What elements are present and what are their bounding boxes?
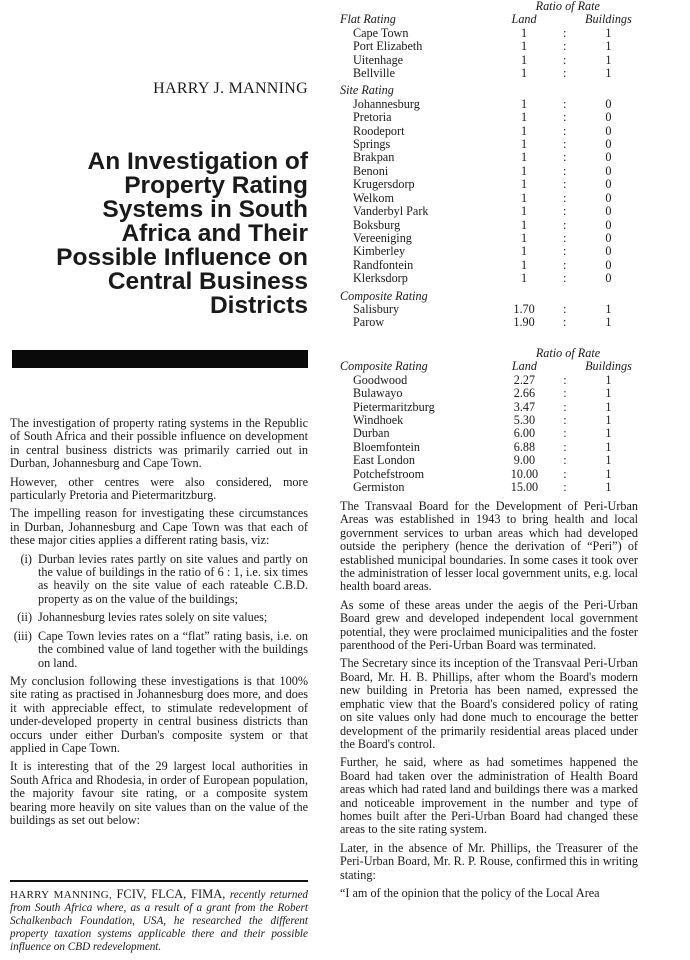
column-header-buildings: Buildings [585, 359, 632, 374]
land-ratio: 1 [521, 271, 528, 286]
table-row [340, 481, 638, 494]
table-row [340, 165, 638, 178]
ratio-separator: : [563, 39, 567, 54]
table-row [340, 67, 638, 80]
category-row [340, 84, 638, 97]
title-line: Property Rating [124, 172, 308, 199]
ratio-separator: : [563, 271, 567, 286]
header-spacer [340, 0, 498, 13]
title-line: Possible Influence on [56, 244, 308, 271]
land-ratio: 1 [521, 163, 528, 178]
land-ratio: 15.00 [510, 480, 539, 495]
buildings-ratio: 1 [605, 480, 612, 495]
authority-name: Pietermaritzburg [353, 399, 435, 414]
table-row [340, 414, 638, 427]
title-line: An Investigation of [87, 148, 308, 175]
table-header-row [340, 347, 638, 360]
table-row [340, 245, 638, 258]
buildings-ratio: 0 [605, 204, 612, 219]
table-row [340, 316, 638, 329]
land-ratio: 1 [521, 177, 528, 192]
buildings-ratio: 1 [605, 386, 612, 401]
table-row [340, 468, 638, 481]
table-row [340, 138, 638, 151]
authority-name: East London [353, 453, 415, 468]
authority-name: Kimberley [353, 244, 406, 259]
authority-name: Durban [353, 426, 390, 441]
land-ratio: 1 [521, 123, 528, 138]
land-ratio: 1 [521, 230, 528, 245]
footnote-credentials: FCIV, FLCA, FIMA, [116, 887, 226, 901]
table-row [340, 259, 638, 272]
authority-name: Brakpan [353, 150, 395, 165]
ratio-separator: : [563, 439, 567, 454]
ratio-separator: : [563, 386, 567, 401]
list-number: (i) [20, 551, 32, 566]
buildings-ratio: 1 [605, 52, 612, 67]
buildings-ratio: 0 [605, 257, 612, 272]
author-name: HARRY J. MANNING [153, 80, 308, 97]
land-ratio: 1 [521, 110, 528, 125]
land-ratio: 1 [521, 150, 528, 165]
buildings-ratio: 0 [605, 177, 612, 192]
buildings-ratio: 1 [605, 453, 612, 468]
ratio-separator: : [563, 466, 567, 481]
authority-name: Vanderbyl Park [353, 204, 429, 219]
table-row [340, 219, 638, 232]
header-spacer [340, 347, 498, 360]
land-ratio: 1 [521, 96, 528, 111]
rating-basis-list [10, 553, 308, 670]
buildings-ratio: 0 [605, 244, 612, 259]
table-row [340, 205, 638, 218]
authority-name: Johannesburg [353, 96, 420, 111]
authority-name: Klerksdorp [353, 271, 408, 286]
buildings-ratio: 0 [605, 163, 612, 178]
authority-name: Bulawayo [353, 386, 403, 401]
land-ratio: 5.30 [513, 413, 536, 428]
land-ratio: 1 [521, 257, 528, 272]
ratio-separator: : [563, 230, 567, 245]
paragraph: My conclusion following these investigations is that 100% site rating as practised in Johannesburg does more, and does it with appreciable effect, to stimulate redevelopment of under-developed property in central business districts than occurs under either Durban's composite system or that applied in Cape Town. [10, 673, 308, 755]
category-row [340, 13, 638, 26]
land-ratio: 1 [521, 217, 528, 232]
list-number: (iii) [13, 628, 32, 643]
category-label: Composite Rating [340, 288, 428, 303]
article-title [8, 150, 308, 318]
ratio-separator: : [563, 204, 567, 219]
buildings-ratio: 0 [605, 137, 612, 152]
buildings-ratio: 0 [605, 190, 612, 205]
land-ratio: 3.47 [513, 399, 536, 414]
ratio-separator: : [563, 480, 567, 495]
ratio-separator: : [563, 301, 567, 316]
land-ratio: 1 [521, 244, 528, 259]
land-ratio: 1.90 [513, 315, 535, 330]
authority-name: Benoni [353, 163, 389, 178]
land-ratio: 1 [521, 39, 528, 54]
buildings-ratio: 1 [605, 372, 612, 387]
table-row [340, 111, 638, 124]
paragraph: It is interesting that of the 29 largest local authorities in South Africa and Rhodesia, in order of European population, the majority favour site rating, or a composite system bearing more heavily on site values than on the value of the buildings as set out below: [10, 759, 308, 827]
table-row [340, 98, 638, 111]
ratio-of-rate-header: Ratio of Rate [535, 0, 600, 13]
ratio-of-rate-header: Ratio of Rate [535, 346, 601, 360]
table-row [340, 232, 638, 245]
author-footnote [10, 888, 308, 954]
title-line: Central Business [107, 268, 308, 295]
buildings-ratio: 1 [605, 426, 612, 441]
category-row [340, 360, 638, 373]
ratio-separator: : [563, 123, 567, 138]
title-line: Systems in South [102, 196, 308, 223]
table-row [340, 192, 638, 205]
table-row [340, 27, 638, 40]
land-ratio: 1 [521, 204, 528, 219]
ratio-separator: : [563, 217, 567, 232]
authority-name: Goodwood [353, 372, 408, 387]
authority-name: Potchefstroom [353, 466, 425, 481]
land-ratio: 6.88 [513, 439, 536, 454]
land-ratio: 6.00 [513, 426, 536, 441]
decorative-black-bar [12, 350, 308, 368]
list-text: Durban levies rates partly on site values and partly on the value of buildings in the ratio of 6 : 1, i.e. six times as heavily on the site value of each rateable C.B.D. property as on the value of the buildings; [38, 551, 308, 606]
authority-name: Salisbury [353, 301, 400, 316]
ratio-separator: : [563, 137, 567, 152]
authority-name: Boksburg [353, 217, 401, 232]
buildings-ratio: 1 [605, 301, 612, 316]
paragraph: The investigation of property rating systems in the Republic of South Africa and their possible influence on development in central business districts was primarily carried out in Durban, Johannesburg and Cape Town. [10, 416, 308, 471]
land-ratio: 1.70 [513, 301, 535, 316]
footnote-author: HARRY MANNING, [10, 889, 112, 901]
list-number: (ii) [17, 610, 32, 625]
table-header-row [340, 0, 638, 13]
paragraph: However, other centres were also considered, more particularly Pretoria and Pietermaritzburg. [10, 474, 308, 503]
column-header-land: Land [511, 12, 537, 27]
table-row [340, 40, 638, 53]
ratio-separator: : [563, 372, 567, 387]
authority-name: Springs [353, 137, 391, 152]
buildings-ratio: 0 [605, 123, 612, 138]
table-row [340, 178, 638, 191]
right-body-text [340, 500, 638, 905]
table-row [340, 125, 638, 138]
authority-name: Parow [353, 315, 385, 330]
table-row [340, 272, 638, 285]
land-ratio: 1 [521, 137, 528, 152]
title-line: Africa and Their [121, 220, 308, 247]
paragraph: Later, in the absence of Mr. Phillips, the Treasurer of the Peri-Urban Board, Mr. R. P. Rouse, confirmed this in writing stating: [340, 840, 638, 882]
authority-name: Port Elizabeth [353, 39, 423, 54]
ratio-separator: : [563, 413, 567, 428]
buildings-ratio: 1 [605, 315, 612, 330]
list-text: Johannesburg levies rates solely on site values; [38, 610, 268, 625]
land-ratio: 9.00 [513, 453, 536, 468]
ratio-separator: : [563, 453, 567, 468]
table-row [340, 374, 638, 387]
paragraph: “I am of the opinion that the policy of the Local Area [340, 885, 600, 900]
ratio-separator: : [563, 163, 567, 178]
buildings-ratio: 1 [605, 413, 612, 428]
buildings-ratio: 1 [605, 66, 612, 81]
ratio-separator: : [563, 190, 567, 205]
buildings-ratio: 0 [605, 230, 612, 245]
ratio-separator: : [563, 244, 567, 259]
ratio-separator: : [563, 399, 567, 414]
authority-name: Bellville [353, 66, 395, 81]
buildings-ratio: 0 [605, 217, 612, 232]
land-ratio: 1 [521, 25, 528, 40]
table-row [340, 387, 638, 400]
category-label: Flat Rating [340, 12, 396, 27]
land-ratio: 1 [521, 190, 528, 205]
buildings-ratio: 1 [605, 439, 612, 454]
category-row [340, 290, 638, 303]
authority-name: Germiston [353, 480, 405, 495]
ratio-separator: : [563, 315, 567, 330]
left-body-text [10, 417, 308, 832]
land-ratio: 2.27 [513, 372, 536, 387]
header-spacer [551, 13, 579, 26]
table-row [340, 441, 638, 454]
buildings-ratio: 0 [605, 96, 612, 111]
category-label: Site Rating [340, 83, 394, 98]
header-spacer [551, 360, 579, 373]
authority-name: Uitenhage [353, 52, 404, 67]
paragraph: The Secretary since its inception of the Transvaal Peri-Urban Board, Mr. H. B. Phillips, after whom the Board's modern new building in Pretoria has been named, expressed the emphatic view that the Board's considered policy of rating on site values only had done much to encourage the better development of the primarily residential areas placed under the Board's control. [340, 656, 638, 751]
buildings-ratio: 0 [605, 110, 612, 125]
ratio-separator: : [563, 25, 567, 40]
paragraph: The Transvaal Board for the Development of Peri-Urban Areas was established in 1943 to bring health and local government services to urban areas which had developed outside the periphery (hence the derivation of “Peri”) of established municipal boundaries. In some cases it took over the administration of lesser local government units, e.g. local health board areas. [340, 499, 638, 594]
ratio-separator: : [563, 150, 567, 165]
authority-name: Roodeport [353, 123, 405, 138]
ratio-separator: : [563, 52, 567, 67]
buildings-ratio: 1 [605, 39, 612, 54]
paragraph: As some of these areas under the aegis of the Peri-Urban Board grew and developed independent local government potential, they were proclaimed municipalities and the foster parenthood of the Peri-Urban Board was terminated. [340, 597, 638, 653]
list-item [10, 611, 308, 624]
rating-table-2 [340, 347, 638, 494]
footnote-divider [10, 880, 308, 882]
ratio-separator: : [563, 66, 567, 81]
ratio-separator: : [563, 96, 567, 111]
table-row [340, 454, 638, 467]
buildings-ratio: 0 [605, 150, 612, 165]
authority-name: Welkom [353, 190, 394, 205]
authority-name: Vereeniging [353, 230, 412, 245]
land-ratio: 1 [521, 66, 528, 81]
ratio-separator: : [563, 177, 567, 192]
authority-name: Windhoek [353, 413, 404, 428]
table-row [340, 401, 638, 414]
land-ratio: 2.66 [513, 386, 536, 401]
authority-name: Bloemfontein [353, 439, 421, 454]
authority-name: Cape Town [353, 25, 409, 40]
land-ratio: 10.00 [510, 466, 539, 481]
rating-table-1 [340, 0, 638, 330]
table-row [340, 151, 638, 164]
buildings-ratio: 0 [605, 271, 612, 286]
authority-name: Krugersdorp [353, 177, 415, 192]
footnote-text: recently returned from South Africa where, as a result of a grant from the Robert Schalkenbach Foundation, USA, he researched the different property taxation systems applicable there and their possible influence on CBD redevelopment. [10, 889, 309, 953]
authority-name: Pretoria [353, 110, 392, 125]
column-header-land: Land [511, 359, 537, 374]
ratio-separator: : [563, 110, 567, 125]
land-ratio: 1 [521, 52, 528, 67]
column-header-buildings: Buildings [585, 12, 632, 27]
buildings-ratio: 1 [605, 466, 612, 481]
table-row [340, 54, 638, 67]
buildings-ratio: 1 [605, 25, 612, 40]
list-item [10, 553, 308, 607]
ratio-separator: : [563, 426, 567, 441]
table-row [340, 427, 638, 440]
category-label: Composite Rating [340, 359, 428, 374]
authority-name: Randfontein [353, 257, 414, 272]
paragraph: Further, he said, where as had sometimes happened the Board had taken over the administration of Health Board areas which had rated land and buildings there was a marked and noticeable improvement in the number and type of homes built after the Peri-Urban Board had changed these areas to the site rating system. [340, 755, 638, 837]
title-line: Districts [209, 292, 308, 319]
list-text: Cape Town levies rates on a “flat” rating basis, i.e. on the combined value of land together with the buildings on land. [38, 628, 308, 670]
buildings-ratio: 1 [605, 399, 612, 414]
ratio-separator: : [563, 257, 567, 272]
paragraph: The impelling reason for investigating these circumstances in Durban, Johannesburg and Cape Town was that each of these major cities applies a different rating basis, viz: [10, 506, 308, 548]
list-item [10, 630, 308, 670]
table-row [340, 303, 638, 316]
